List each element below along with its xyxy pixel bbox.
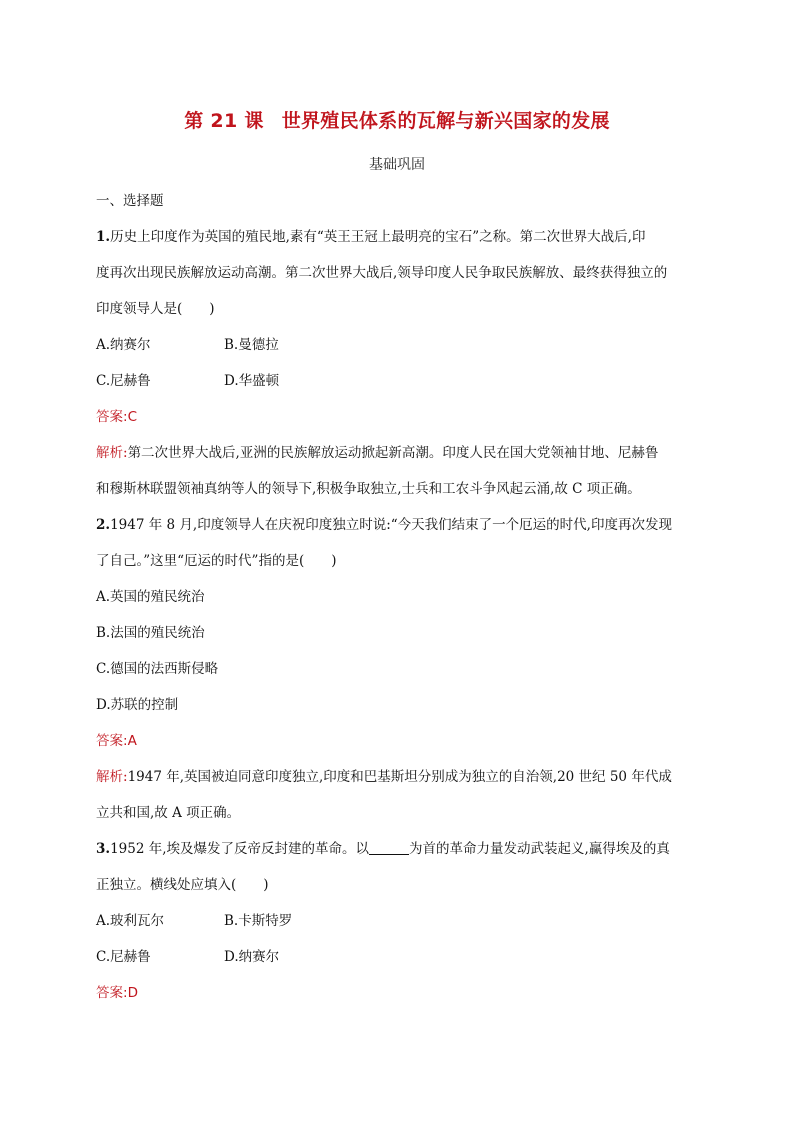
question-text: 3.1952 年,埃及爆发了反帝反封建的革命。以 为首的革命力量发动武装起义,赢得埃及的真 — [96, 841, 670, 857]
explanation: 立共和国,故 A 项正确。 — [96, 805, 241, 821]
lesson-title — [0, 106, 794, 133]
option-d: D.纳赛尔 — [224, 949, 280, 965]
explanation: 解析:1947 年,英国被迫同意印度独立,印度和巴基斯坦分别成为独立的自治领,20 世纪 50 年代成 — [96, 769, 672, 785]
answer — [96, 723, 706, 759]
option-a: A.玻利瓦尔 — [96, 913, 165, 929]
question-3 — [96, 831, 706, 1011]
options-row — [96, 939, 706, 975]
answer-value: D — [127, 985, 138, 1001]
explanation: 和穆斯林联盟领袖真纳等人的领导下,积极争取独立,士兵和工农斗争风起云涌,故 C 项正确。 — [96, 481, 641, 497]
answer — [96, 399, 706, 435]
content — [96, 183, 706, 1011]
question-1 — [96, 219, 706, 507]
answer-value: A — [127, 733, 137, 749]
option-b: B.法国的殖民统治 — [96, 625, 205, 641]
question-text: 印度领导人是( ) — [96, 301, 215, 317]
question-text: 度再次出现民族解放运动高潮。第二次世界大战后,领导印度人民争取民族解放、最终获得独立的 — [96, 265, 668, 281]
answer-label: 答案: — [96, 409, 128, 425]
lesson-name: 世界殖民体系的瓦解与新兴国家的发展 — [281, 110, 610, 132]
option-d: D.华盛顿 — [224, 373, 280, 389]
explanation-label: 解析: — [96, 445, 128, 461]
option-a: A.英国的殖民统治 — [96, 589, 205, 605]
option-b: B.卡斯特罗 — [224, 913, 293, 929]
option-c: C.尼赫鲁 — [96, 373, 151, 389]
question-number: 2. — [96, 517, 111, 533]
question-text: 了自己。”这里“厄运的时代”指的是( ) — [96, 553, 337, 569]
answer-value: C — [127, 409, 137, 425]
options-row — [96, 363, 706, 399]
lesson-number: 第 21 课 — [184, 110, 264, 132]
fill-blank — [369, 840, 409, 855]
explanation-label: 解析: — [96, 769, 128, 785]
option-d: D.苏联的控制 — [96, 697, 179, 713]
question-number: 3. — [96, 841, 111, 857]
answer-label: 答案: — [96, 733, 128, 749]
question-text: 正独立。横线处应填入( ) — [96, 877, 269, 893]
section-heading: 一、选择题 — [96, 193, 164, 209]
option-c: C.尼赫鲁 — [96, 949, 151, 965]
question-2 — [96, 507, 706, 831]
options-row — [96, 903, 706, 939]
explanation: 解析:第二次世界大战后,亚洲的民族解放运动掀起新高潮。印度人民在国大党领袖甘地、尼赫鲁 — [96, 445, 659, 461]
question-text: 1.历史上印度作为英国的殖民地,素有“英王王冠上最明亮的宝石”之称。第二次世界大战后,印 — [96, 229, 646, 245]
options-row — [96, 327, 706, 363]
answer-label: 答案: — [96, 985, 128, 1001]
question-number: 1. — [96, 229, 111, 245]
section-subtitle: 基础巩固 — [369, 157, 425, 173]
question-text: 2.1947 年 8 月,印度领导人在庆祝印度独立时说:“今天我们结束了一个厄运的时代,印度再次发现 — [96, 517, 672, 533]
option-a: A.纳赛尔 — [96, 337, 151, 353]
answer — [96, 975, 706, 1011]
option-b: B.曼德拉 — [224, 337, 279, 353]
option-c: C.德国的法西斯侵略 — [96, 661, 219, 677]
